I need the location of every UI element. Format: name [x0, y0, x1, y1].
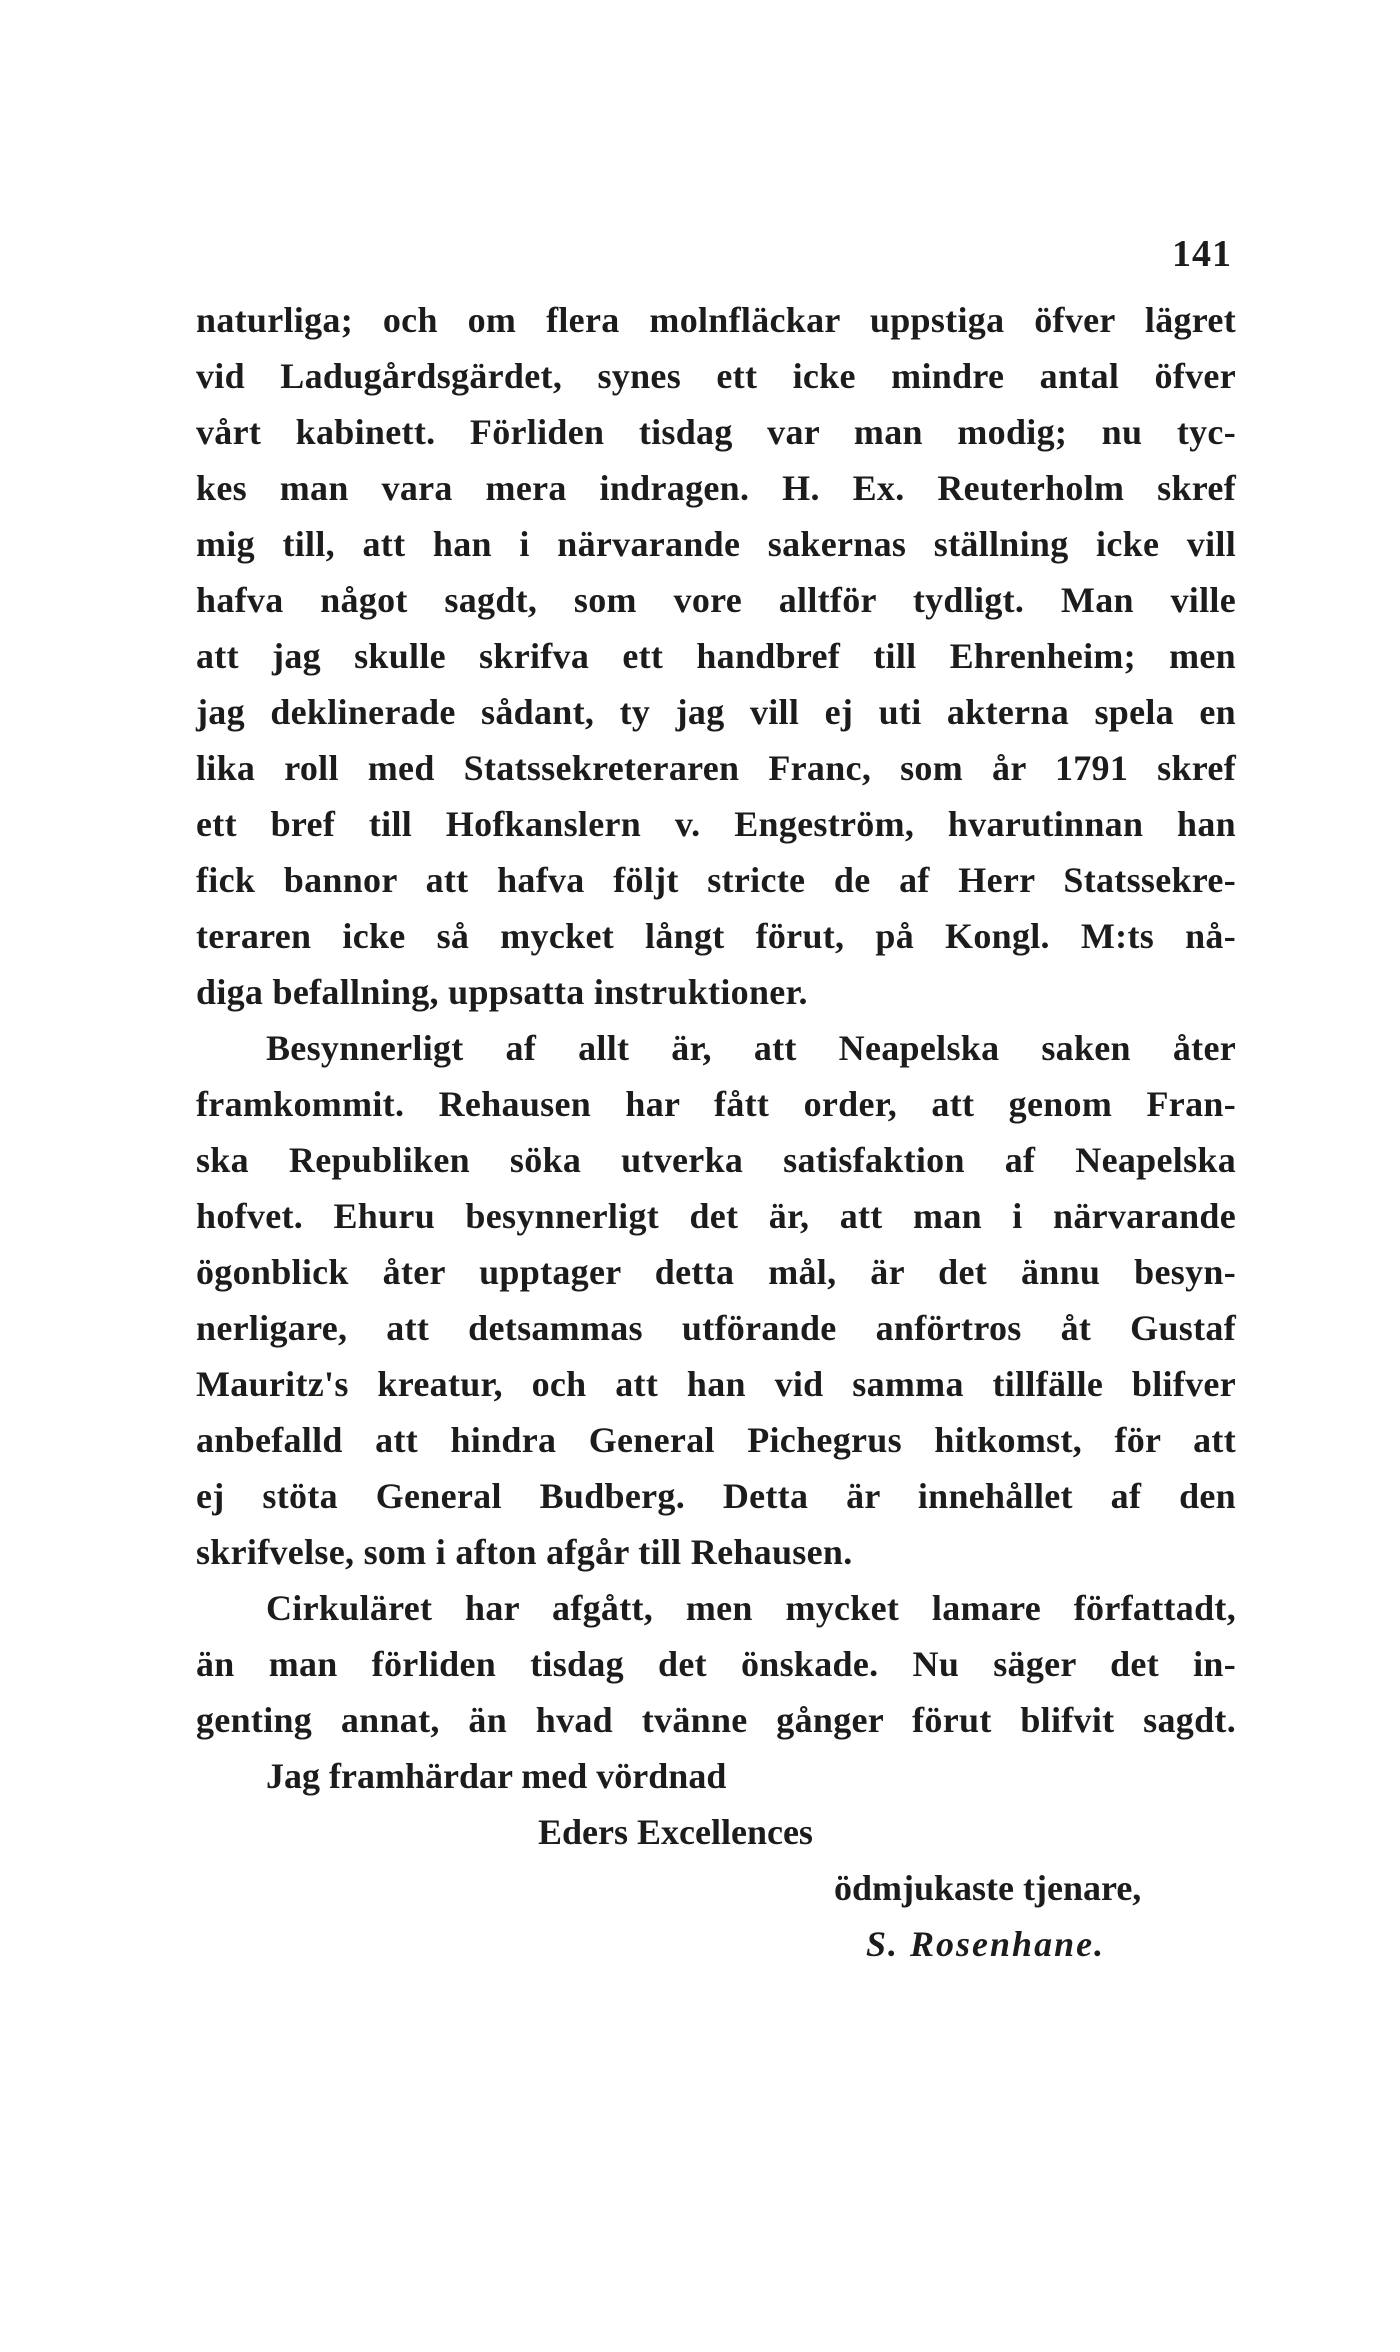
- paragraph-start-line: Cirkuläret har afgått, men mycket lamare författadt,: [266, 1588, 1236, 1628]
- paragraph-start-line: Besynnerligt af allt är, att Neapelska saken åter: [266, 1028, 1236, 1068]
- text-line: vårt kabinett. Förliden tisdag var man modig; nu tyc-: [196, 412, 1236, 452]
- text-line: fick bannor att hafva följt stricte de af Herr Statssekre-: [196, 860, 1236, 900]
- text-line: framkommit. Rehausen har fått order, att genom Fran-: [196, 1084, 1236, 1124]
- page-number: 141: [1172, 233, 1232, 275]
- text-line: än man förliden tisdag det önskade. Nu säger det in-: [196, 1644, 1236, 1684]
- closing-addressee: Eders Excellences: [538, 1812, 813, 1852]
- text-line: lika roll med Statssekreteraren Franc, som år 1791 skref: [196, 748, 1236, 788]
- text-line: nerligare, att detsammas utförande anförtros åt Gustaf: [196, 1308, 1236, 1348]
- signature: S. Rosenhane.: [866, 1924, 1106, 1964]
- text-line: genting annat, än hvad tvänne gånger förut blifvit sagdt.: [196, 1700, 1236, 1740]
- text-line: skrifvelse, som i afton afgår till Rehausen.: [196, 1532, 853, 1572]
- text-line: anbefalld att hindra General Pichegrus hitkomst, för att: [196, 1420, 1236, 1460]
- closing-valediction: ödmjukaste tjenare,: [834, 1868, 1142, 1908]
- text-line: att jag skulle skrifva ett handbref till Ehrenheim; men: [196, 636, 1236, 676]
- text-line: ögonblick åter upptager detta mål, är det ännu besyn-: [196, 1252, 1236, 1292]
- text-line: hofvet. Ehuru besynnerligt det är, att man i närvarande: [196, 1196, 1236, 1236]
- closing-salutation: Jag framhärdar med vördnad: [266, 1756, 727, 1796]
- text-line: hafva något sagdt, som vore alltför tydligt. Man ville: [196, 580, 1236, 620]
- text-line: mig till, att han i närvarande sakernas ställning icke vill: [196, 524, 1236, 564]
- text-line: naturliga; och om flera molnfläckar uppstiga öfver lägret: [196, 300, 1236, 340]
- text-line: Mauritz's kreatur, och att han vid samma tillfälle blifver: [196, 1364, 1236, 1404]
- text-line: diga befallning, uppsatta instruktioner.: [196, 972, 808, 1012]
- text-line: vid Ladugårdsgärdet, synes ett icke mindre antal öfver: [196, 356, 1236, 396]
- text-line: jag deklinerade sådant, ty jag vill ej uti akterna spela en: [196, 692, 1236, 732]
- text-line: ett bref till Hofkanslern v. Engeström, hvarutinnan han: [196, 804, 1236, 844]
- text-line: ej stöta General Budberg. Detta är innehållet af den: [196, 1476, 1236, 1516]
- text-line: ska Republiken söka utverka satisfaktion af Neapelska: [196, 1140, 1236, 1180]
- text-line: kes man vara mera indragen. H. Ex. Reuterholm skref: [196, 468, 1236, 508]
- text-line: teraren icke så mycket långt förut, på Kongl. M:ts nå-: [196, 916, 1236, 956]
